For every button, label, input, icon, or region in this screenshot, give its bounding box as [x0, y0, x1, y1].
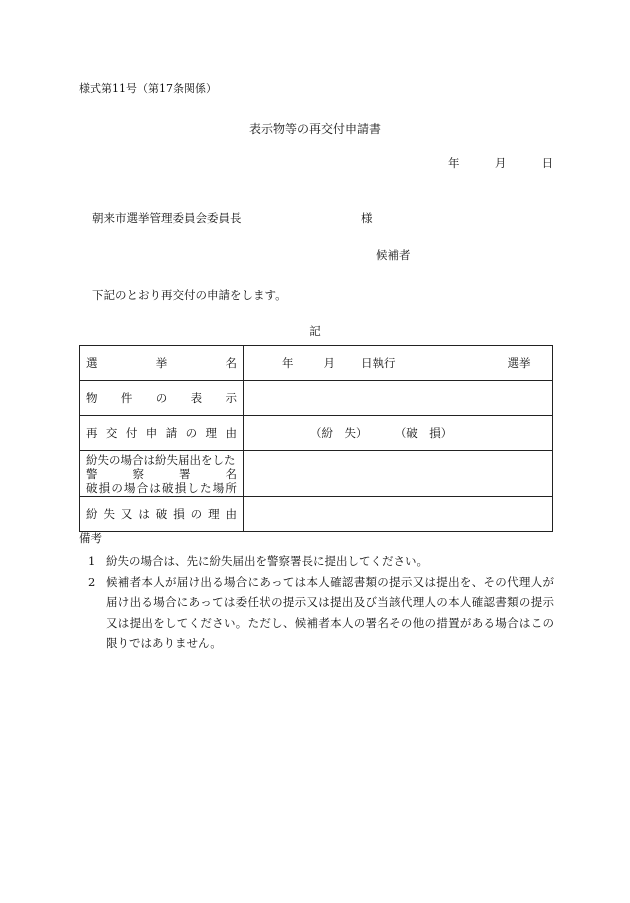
label-char: 破	[86, 480, 98, 495]
label-char: 察	[132, 466, 144, 481]
table-row	[80, 451, 553, 497]
remarks-list	[88, 551, 554, 654]
election-label-cell	[80, 346, 244, 381]
election-year: 年	[282, 356, 294, 370]
list-item	[88, 551, 554, 572]
election-month: 月	[323, 356, 335, 370]
cause-label	[80, 506, 243, 522]
table-row	[80, 381, 553, 416]
label-char: 請	[165, 426, 178, 440]
label-char: 由	[225, 426, 237, 440]
label-char: 損	[173, 507, 185, 521]
remark-text: 紛失の場合は、先に紛失届出を警察署長に提出してください。	[106, 554, 428, 568]
label-char: の	[111, 480, 123, 495]
label-char: 件	[120, 391, 133, 405]
item-label-cell	[80, 381, 244, 416]
label-char: の	[185, 426, 198, 440]
location-label-line-3	[86, 481, 237, 495]
ki-heading: 記	[309, 324, 321, 338]
table-row	[80, 346, 553, 381]
election-day-exec: 日執行	[361, 356, 396, 370]
reason-damage: （破 損）	[394, 426, 453, 440]
label-char: 所	[225, 480, 237, 495]
date-day: 日	[541, 156, 554, 170]
label-char: 合	[136, 480, 149, 495]
label-char: は	[149, 480, 161, 495]
remark-text: 候補者本人が届け出る場合にあっては本人確認書類の提示又は提出を、その代理人が届け出る場合にあっては委任状の提示又は提出及び当該代理人の本人確認書類の提示又は提出をしてください。ただし、候補者本人の署名その他の措置がある場合はこの限りではありません。	[106, 574, 554, 650]
label-char: 破	[155, 507, 168, 521]
label-char: 物	[86, 391, 98, 405]
label-char: 破	[162, 480, 174, 495]
form-number: 様式第11号（第17条関係）	[79, 82, 217, 95]
cause-value-cell[interactable]	[244, 497, 553, 532]
location-value-cell[interactable]	[244, 451, 553, 497]
label-char: の	[190, 507, 203, 521]
item-value-cell[interactable]	[244, 381, 553, 416]
label-char: 選	[86, 356, 98, 370]
election-label	[80, 355, 243, 371]
location-label-cell	[80, 451, 244, 497]
label-char: 付	[125, 426, 138, 440]
label-char: 名	[225, 356, 237, 370]
label-char: 場	[212, 480, 225, 495]
label-char: 損	[174, 480, 187, 495]
date-month: 月	[494, 156, 507, 170]
reason-label	[80, 425, 243, 441]
remarks-title: 備考	[79, 531, 102, 545]
intro-text: 下記のとおり再交付の申請をします。	[92, 288, 287, 302]
label-char: 表	[190, 391, 203, 405]
reason-value-cell[interactable]	[244, 416, 553, 451]
label-char: の	[155, 391, 168, 405]
item-label	[80, 390, 243, 406]
addressee: 朝来市選挙管理委員会委員長	[92, 211, 242, 225]
remark-number: 2	[88, 574, 96, 589]
location-label-line-2	[86, 467, 237, 481]
election-value-cell[interactable]	[244, 346, 553, 381]
list-item	[88, 572, 554, 654]
label-char: 名	[225, 466, 237, 481]
honorific: 様	[361, 211, 373, 225]
label-char: 又	[120, 507, 133, 521]
cause-label-cell	[80, 497, 244, 532]
label-char: 場	[124, 480, 136, 495]
label-char: 由	[225, 507, 237, 521]
applicant-label: 候補者	[376, 248, 411, 262]
reason-label-cell	[80, 416, 244, 451]
label-char: 紛	[86, 507, 98, 521]
date-year: 年	[448, 156, 460, 170]
election-suffix: 選挙	[507, 356, 531, 370]
label-char: 挙	[155, 356, 168, 370]
label-char: 署	[179, 466, 191, 481]
application-table	[79, 345, 553, 532]
label-char: 理	[208, 507, 220, 521]
label-char: 申	[145, 426, 158, 440]
label-char: 警	[86, 466, 98, 481]
label-char: し	[187, 480, 199, 495]
label-char: 理	[205, 426, 218, 440]
label-char: 失	[103, 507, 115, 521]
label-char: た	[200, 480, 212, 495]
label-char: 示	[225, 391, 237, 405]
document-title: 表示物等の再交付申請書	[248, 122, 381, 136]
location-label-line-1: 紛失の場合は紛失届出をした	[86, 452, 236, 467]
label-char: 再	[86, 426, 98, 440]
label-char: 損	[98, 480, 111, 495]
table-row	[80, 497, 553, 532]
label-char: は	[138, 507, 150, 521]
remark-number: 1	[88, 554, 96, 568]
table-row	[80, 416, 553, 451]
reason-loss: （紛 失）	[310, 426, 368, 440]
label-char: 交	[105, 426, 118, 440]
date-line	[448, 155, 553, 171]
